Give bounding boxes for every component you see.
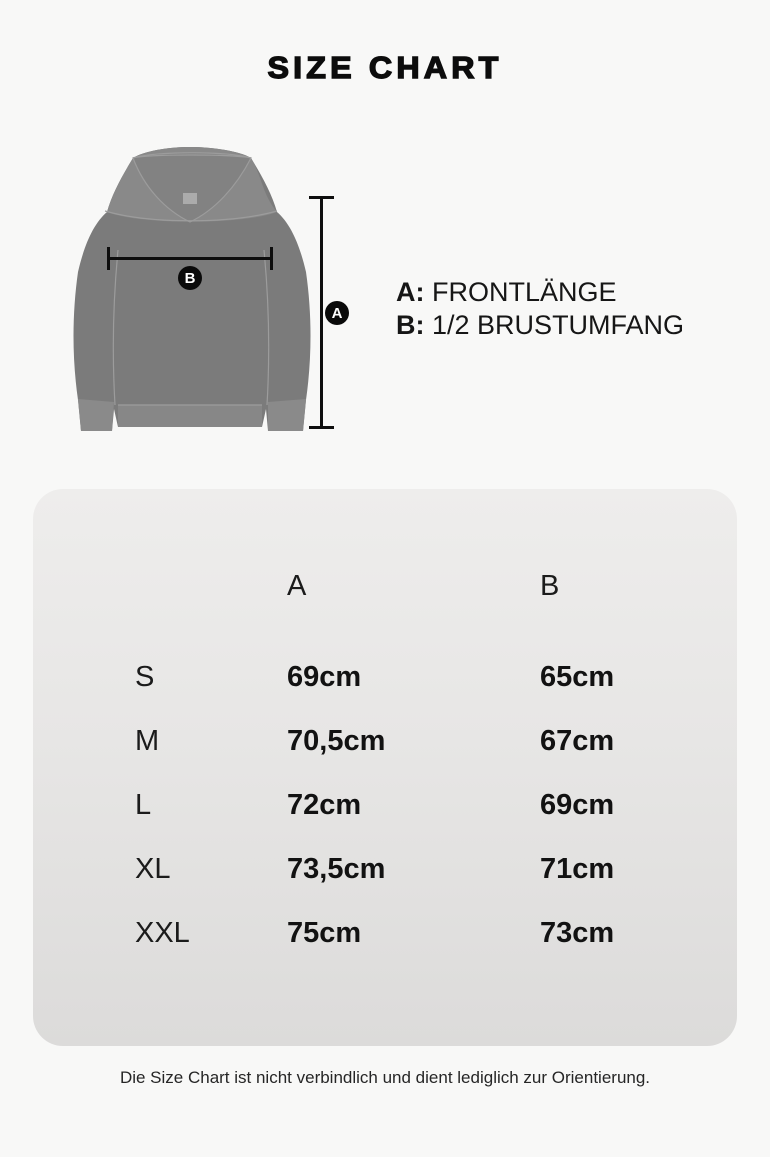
hoodie-illustration	[60, 142, 322, 438]
measure-line-b	[108, 257, 272, 260]
value-b: 67cm	[540, 724, 615, 757]
page-title: SIZE CHART	[267, 50, 503, 85]
disclaimer-note: Die Size Chart ist nicht verbindlich und dient lediglich zur Orientierung.	[119, 1068, 651, 1087]
column-header-b: B	[540, 569, 560, 602]
legend-line-b	[396, 309, 684, 342]
size-table-panel	[33, 489, 737, 1046]
measure-line-a-cap-bottom	[309, 426, 334, 429]
value-a: 69cm	[287, 660, 362, 693]
value-a: 70,5cm	[287, 724, 386, 757]
size-label: XXL	[135, 916, 190, 949]
measure-line-b-cap-right	[270, 247, 273, 270]
size-label: S	[135, 660, 155, 693]
measurement-legend	[396, 276, 684, 342]
value-a: 75cm	[287, 916, 362, 949]
cuff-right	[268, 399, 306, 431]
value-b: 69cm	[540, 788, 615, 821]
marker-b-badge: B	[178, 266, 202, 290]
legend-label-a: FRONTLÄNGE	[432, 277, 617, 307]
table-row	[135, 773, 737, 837]
value-b: 73cm	[540, 916, 615, 949]
value-a: 72cm	[287, 788, 362, 821]
measure-line-a	[320, 197, 323, 428]
table-body	[135, 645, 737, 965]
size-label: M	[135, 724, 160, 757]
table-header-row	[135, 569, 737, 603]
value-b: 71cm	[540, 852, 615, 885]
marker-a-badge: A	[325, 301, 349, 325]
size-label: XL	[135, 852, 171, 885]
cuff-left	[78, 399, 114, 431]
legend-label-b: 1/2 BRUSTUMFANG	[432, 310, 685, 340]
measure-line-b-cap-left	[107, 247, 110, 270]
column-header-a: A	[287, 569, 307, 602]
table-row	[135, 645, 737, 709]
legend-key-a: A:	[396, 277, 425, 307]
table-row	[135, 709, 737, 773]
size-label: L	[135, 788, 152, 821]
hem-band	[118, 405, 262, 427]
legend-key-b: B:	[396, 310, 425, 340]
legend-line-a	[396, 276, 684, 309]
measure-line-a-cap-top	[309, 196, 334, 199]
table-row	[135, 901, 737, 965]
value-b: 65cm	[540, 660, 615, 693]
neck-label	[183, 193, 197, 204]
value-a: 73,5cm	[287, 852, 386, 885]
table-row	[135, 837, 737, 901]
